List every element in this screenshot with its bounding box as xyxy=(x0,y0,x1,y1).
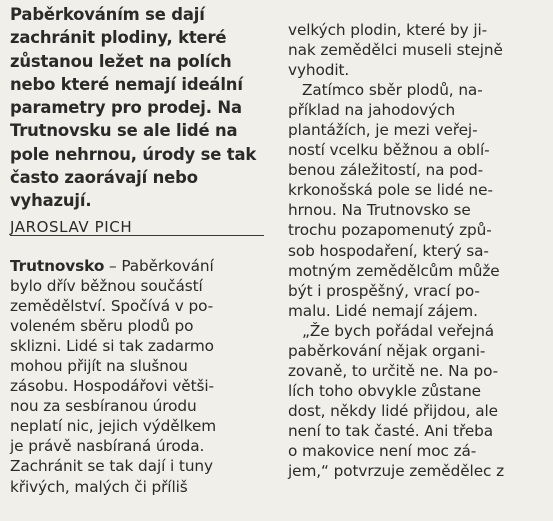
body-line: vyhodit. xyxy=(288,61,350,80)
body-line: dost, někdy lidé přijdou, ale xyxy=(288,401,498,420)
first-line-rest: – Paběrkování xyxy=(104,257,214,275)
body-line: plantážích, je mezi veřej- xyxy=(288,121,478,140)
lead-line: zůstanou ležet na polích xyxy=(10,51,232,71)
body-line: zemědělství. Spočívá v po- xyxy=(10,297,214,316)
body-line: sklizni. Lidé si tak zadarmo xyxy=(10,337,214,356)
body-line: trochu pozapomenutý způ- xyxy=(288,221,492,240)
article-body-right xyxy=(288,20,504,481)
lead-line: často zaorávají nebo xyxy=(10,168,198,188)
body-line: hrnou. Na Trutnovsko se xyxy=(288,201,471,220)
body-line: ností vcelku běžnou a oblí- xyxy=(288,141,490,160)
body-line: velkých plodin, které by ji- xyxy=(288,21,488,39)
lead-line: Trutnovsku se ale lidé na xyxy=(10,121,238,141)
byline-divider xyxy=(10,235,264,236)
paragraph xyxy=(288,80,504,321)
lead-line: zachránit plodiny, které xyxy=(10,28,227,48)
body-line: o makovice není moc zá- xyxy=(288,441,477,460)
body-line: Zachránit se tak dají i tuny xyxy=(10,457,213,476)
left-column xyxy=(10,0,266,496)
body-line: sob hospodaření, který sa- xyxy=(288,241,489,260)
body-line: křivých, malých či příliš xyxy=(10,477,188,496)
body-line: být i prospěšný, vrací po- xyxy=(288,281,480,300)
body-line: zovaně, to určitě ne. Na po- xyxy=(288,361,499,380)
body-line: paběrkování nějak organi- xyxy=(288,341,486,360)
first-line xyxy=(10,256,216,276)
lead-line: vyhazují. xyxy=(10,191,92,211)
article-body-left xyxy=(10,256,216,497)
lead-line: parametry pro prodej. Na xyxy=(10,98,242,118)
byline: JAROSLAV PICH xyxy=(10,218,133,236)
lead-line: nebo které nemají ideální xyxy=(10,74,243,94)
body-line: lích toho obvykle zůstane xyxy=(288,381,481,400)
body-line: bylo dřív běžnou součástí xyxy=(10,277,203,296)
body-line: motným zemědělcům může xyxy=(288,261,500,280)
body-line: zásobu. Hospodářovi větši- xyxy=(10,377,214,396)
lead-line: Paběrkováním se dají xyxy=(10,5,205,24)
body-line: benou záležitostí, na pod- xyxy=(288,161,484,180)
body-line: „Že bych pořádal veřejná xyxy=(302,321,495,340)
body-line: mohou přijít na slušnou xyxy=(10,357,188,376)
paragraph xyxy=(288,321,504,481)
body-line: malu. Lidé nemají zájem. xyxy=(288,301,478,320)
lead-line: pole nehrnou, úrody se tak xyxy=(10,144,257,164)
body-line: příklad na jahodových xyxy=(288,101,456,120)
body-line: je právě nasbíraná úroda. xyxy=(10,437,205,456)
place-kicker: Trutnovsko xyxy=(10,257,105,275)
body-line: neplatí nic, jejich výdělkem xyxy=(10,417,217,436)
article-lead xyxy=(10,0,266,213)
paragraph xyxy=(288,20,504,80)
body-line: krkonošská pole se lidé ne- xyxy=(288,181,493,200)
body-line: nak zemědělci museli stejně xyxy=(288,41,503,60)
body-line: voleném sběru plodů po xyxy=(10,317,194,336)
body-line: Zatímco sběr plodů, na- xyxy=(302,81,483,100)
body-line: jem,“ potvrzuje zemědělec z xyxy=(288,462,505,481)
body-line: nou za sesbíranou úrodu xyxy=(10,397,197,416)
body-line: není to tak časté. Ani třeba xyxy=(288,421,494,440)
